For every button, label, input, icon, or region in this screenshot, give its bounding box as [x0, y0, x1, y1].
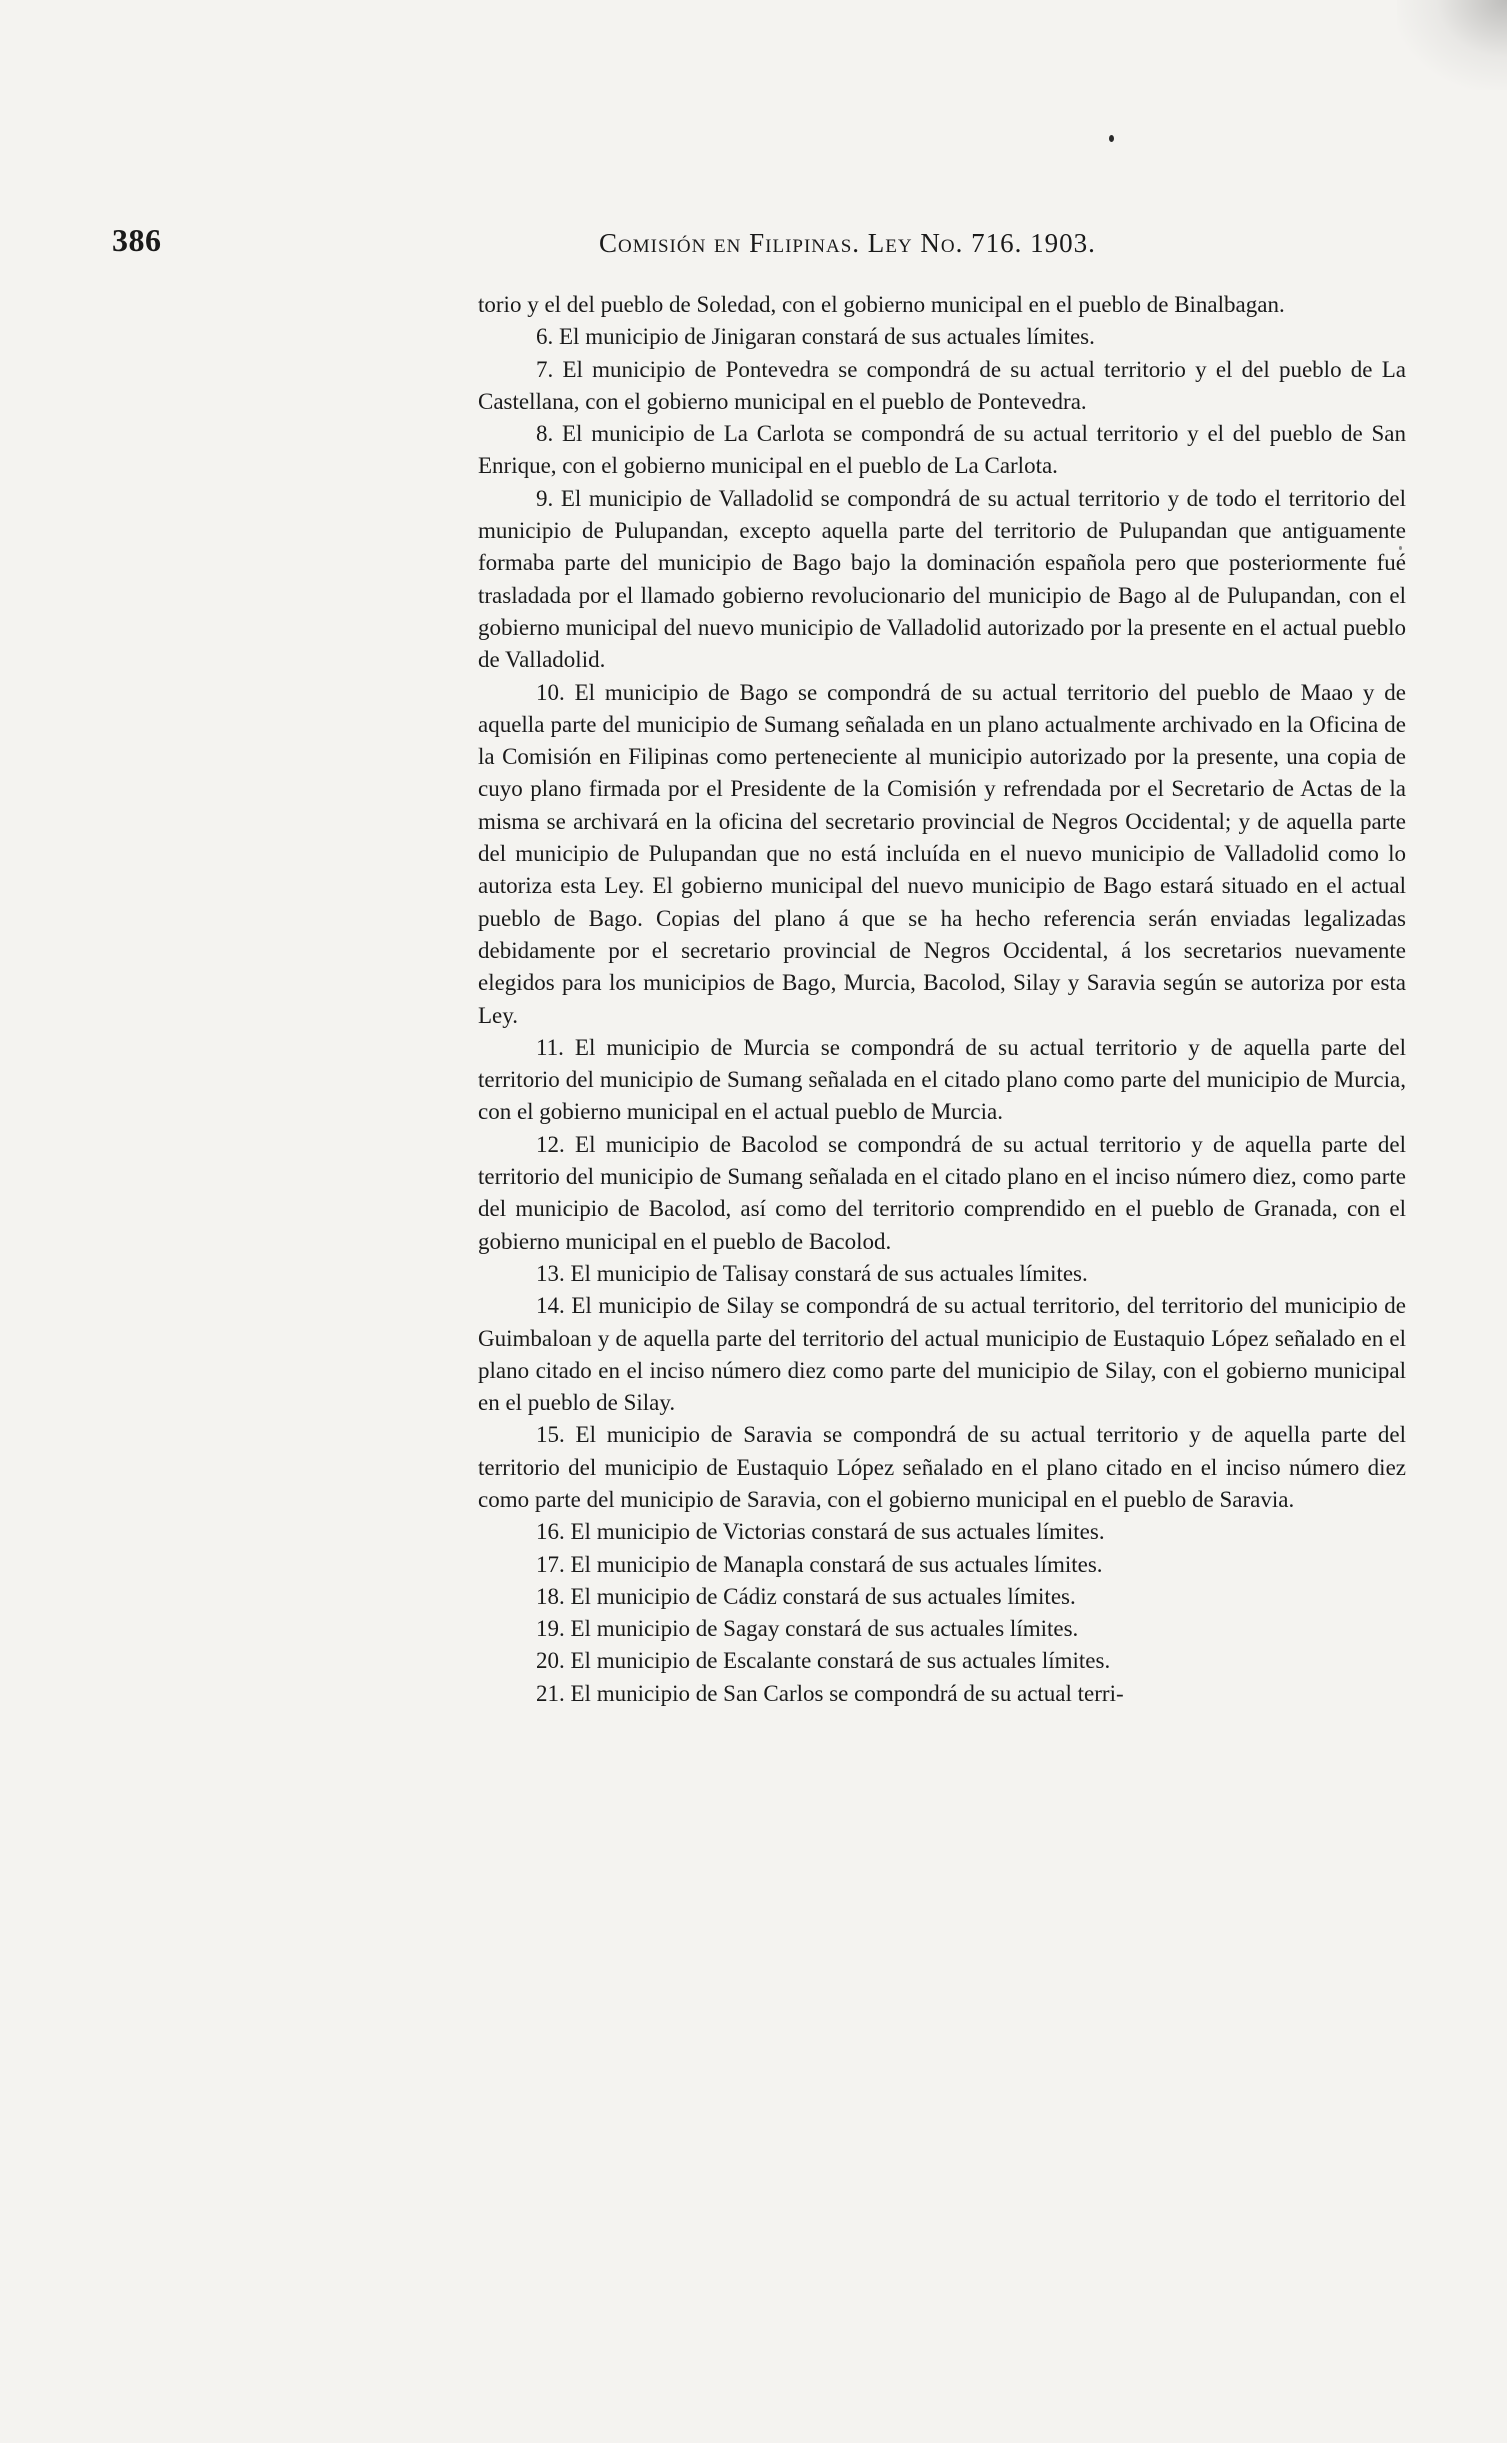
page-header	[112, 222, 1327, 266]
ink-speck	[1109, 135, 1114, 142]
paragraph: 20. El municipio de Escalante constará de sus actuales límites.	[536, 1648, 1111, 1674]
paragraph: 17. El municipio de Manapla constará de sus actuales límites.	[536, 1551, 1103, 1577]
paragraph: 21. El municipio de San Carlos se compondrá de su actual terri-	[536, 1680, 1124, 1706]
paragraph: 8. El municipio de La Carlota se compondrá de su actual territorio y el del pueblo de San Enrique, con el gobierno municipal en el pueblo de La Carlota.	[478, 421, 1406, 479]
paragraph: 9. El municipio de Valladolid se compondrá de su actual territorio y de todo el territorio del municipio de Pulupandan, excepto aquella parte del territorio de Pulupandan que antiguamente formaba parte del municipio de Bago bajo la dominación española pero que posteriormente fué trasladada por el llamado gobierno revolucionario del municipio de Bago al de Pulupandan, con el gobierno municipal del nuevo municipio de Valladolid autorizado por la presente en el actual pueblo de Valladolid.	[478, 485, 1406, 673]
paragraph: 19. El municipio de Sagay constará de sus actuales límites.	[536, 1616, 1079, 1642]
paragraph: 10. El municipio de Bago se compondrá de su actual territorio del pueblo de Maao y de aquella parte del municipio de Sumang señalada en un plano actualmente archivado en la Oficina de la Comisión en Filipinas como perteneciente al municipio autorizado por la presente, una copia de cuyo plano firmada por el Presidente de la Comisión y refrendada por el Secretario de Actas de la misma se archivará en la oficina del secretario provincial de Negros Occidental; y de aquella parte del municipio de Pulupandan que no está incluída en el nuevo municipio de Valladolid como lo autoriza esta Ley. El gobierno municipal del nuevo municipio de Bago estará situado en el actual pueblo de Bago. Copias del plano á que se ha hecho referencia serán enviadas legalizadas debidamente por el secretario provincial de Negros Occidental, á los secretarios nuevamente elegidos para los municipios de Bago, Murcia, Bacolod, Silay y Saravia según se autoriza por esta Ley.	[478, 679, 1406, 1028]
page-corner-shadow	[1397, 0, 1507, 90]
paragraph: 7. El municipio de Pontevedra se compondrá de su actual territorio y el del pueblo de La Castellana, con el gobierno municipal en el pueblo de Pontevedra.	[478, 356, 1406, 414]
paragraph: 15. El municipio de Saravia se compondrá de su actual territorio y de aquella parte del territorio del municipio de Eustaquio López señalado en el plano citado en el inciso número diez como parte del municipio de Saravia, con el gobierno municipal en el pueblo de Saravia.	[478, 1422, 1406, 1512]
paragraph: 12. El municipio de Bacolod se compondrá de su actual territorio y de aquella parte del territorio del municipio de Sumang señalada en el citado plano en el inciso número diez, como parte del municipio de Bacolod, así como del territorio comprendido en el pueblo de Granada, con el gobierno municipal en el pueblo de Bacolod.	[478, 1131, 1406, 1254]
paragraph: 18. El municipio de Cádiz constará de sus actuales límites.	[536, 1583, 1076, 1609]
paragraph: 6. El municipio de Jinigaran constará de sus actuales límites.	[536, 324, 1095, 350]
paragraph: 13. El municipio de Talisay constará de sus actuales límites.	[536, 1260, 1088, 1286]
body-text	[478, 289, 1406, 1710]
paragraph: torio y el del pueblo de Soledad, con el gobierno municipal en el pueblo de Binalbagan.	[478, 292, 1285, 317]
running-head: Comisión en Filipinas. Ley No. 716. 1903.	[599, 228, 1096, 258]
paragraph: 11. El municipio de Murcia se compondrá de su actual territorio y de aquella parte del territorio del municipio de Sumang señalada en el citado plano como parte del municipio de Murcia, con el gobierno municipal en el actual pueblo de Murcia.	[478, 1034, 1406, 1125]
page-number: 386	[112, 222, 162, 258]
paragraph: 14. El municipio de Silay se compondrá de su actual territorio, del territorio del municipio de Guimbaloan y de aquella parte del territorio del actual municipio de Eustaquio López señalado en el plano citado en el inciso número diez como parte del municipio de Silay, con el gobierno municipal en el pueblo de Silay.	[478, 1293, 1406, 1416]
paragraph: 16. El municipio de Victorias constará de sus actuales límites.	[536, 1519, 1105, 1545]
